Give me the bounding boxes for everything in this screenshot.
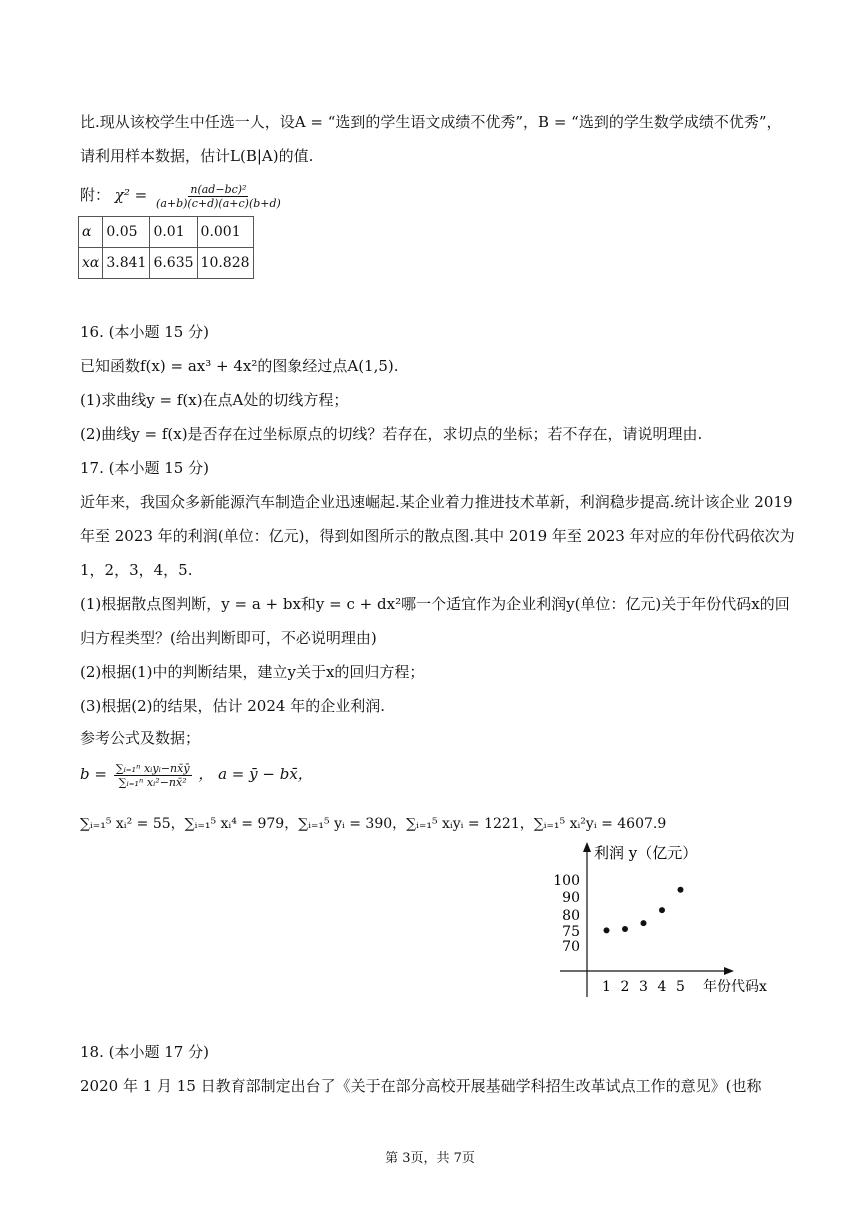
q17-line-8: 参考公式及数据；	[80, 729, 201, 747]
x-tick-label: 1	[602, 979, 611, 995]
q17-line-2: 年至 2023 年的利润(单位：亿元)，得到如图所示的散点图.其中 2019 年至 2023 年对应的年份代码依次为	[80, 527, 795, 545]
chi-square-formula	[80, 180, 285, 210]
data-point	[604, 927, 610, 933]
table-cell: 0.001	[197, 217, 253, 248]
x-tick-label: 3	[639, 979, 648, 995]
page-footer: 第 3页，共 7页	[385, 1151, 475, 1166]
x-tick-label: 4	[657, 979, 667, 995]
data-point	[622, 926, 628, 932]
q16-line-3: (2)曲线y = f(x)是否存在过坐标原点的切线？若存在，求切点的坐标；若不存在，请说明理由.	[80, 425, 703, 443]
table-cell: 3.841	[103, 248, 150, 279]
q17-line-4: (1)根据散点图判断，y = a + bx和y = c + dx²哪一个适宜作为企业利润y(单位：亿元)关于年份代码x的回	[80, 595, 790, 613]
q16-line-2: (1)求曲线y = f(x)在点A处的切线方程；	[80, 391, 349, 409]
y-tick-label: 75	[562, 924, 580, 940]
y-tick-labels	[553, 873, 580, 955]
table-cell: xα	[79, 248, 103, 279]
q17-sums: ∑ᵢ₌₁⁵ xᵢ² = 55，∑ᵢ₌₁⁵ xᵢ⁴ = 979，∑ᵢ₌₁⁵ yᵢ = 390，∑ᵢ₌₁⁵ xᵢyᵢ = 1221，∑ᵢ₌₁⁵ xᵢ²yᵢ = 4607.9	[80, 816, 667, 832]
q18-line-1: 2020 年 1 月 15 日教育部制定出台了《关于在部分高校开展基础学科招生改革试点工作的意见》(也称	[80, 1077, 762, 1095]
y-axis-label: 利润 y（亿元）	[594, 844, 698, 862]
formula-prefix: 附：	[80, 186, 111, 204]
data-point	[678, 887, 684, 893]
q16-heading: 16. (本小题 15 分)	[80, 323, 209, 341]
y-axis-arrow	[583, 842, 591, 852]
table-cell: α	[79, 217, 103, 248]
chi-square-lhs: χ² =	[114, 186, 148, 204]
x-tick-label: 5	[676, 979, 685, 995]
table-row	[79, 248, 254, 279]
y-tick-label: 100	[553, 873, 580, 889]
q16-line-1: 已知函数f(x) = ax³ + 4x²的图象经过点A(1,5).	[80, 357, 399, 375]
y-tick-label: 70	[562, 939, 580, 955]
q17-line-5: 归方程类型？(给出判断即可，不必说明理由)	[80, 629, 377, 647]
critical-value-table	[78, 216, 254, 279]
q17-line-3: 1，2，3，4，5.	[80, 561, 193, 579]
text-line-2: 请利用样本数据，估计L(B|A)的值.	[80, 147, 314, 165]
table-cell: 0.01	[150, 217, 197, 248]
a-formula: ， a = ȳ − bx̄，	[198, 765, 313, 783]
data-point	[659, 907, 665, 913]
scatter-chart	[540, 840, 800, 1010]
table-cell: 6.635	[150, 248, 197, 279]
x-tick-label: 2	[620, 979, 630, 995]
y-tick-label: 90	[562, 890, 580, 906]
table-cell: 0.05	[103, 217, 150, 248]
b-numerator: ∑ᵢ₌₁ⁿ xᵢyᵢ−nx̄ȳ	[115, 761, 190, 775]
q17-line-6: (2)根据(1)中的判断结果，建立y关于x的回归方程；	[80, 663, 425, 681]
chi-square-numerator: n(ad−bc)²	[190, 182, 247, 196]
data-points	[604, 887, 684, 934]
regression-formula	[80, 758, 313, 790]
table-row	[79, 217, 254, 248]
q17-line-7: (3)根据(2)的结果，估计 2024 年的企业利润.	[80, 697, 385, 715]
x-tick-labels	[602, 979, 685, 995]
text-line-1: 比.现从该校学生中任选一人，设A = “选到的学生语文成绩不优秀”，B = “选到的学生数学成绩不优秀”，	[80, 113, 782, 131]
q17-line-1: 近年来，我国众多新能源汽车制造企业迅速崛起.某企业着力推进技术革新，利润稳步提高.统计该企业 2019	[80, 493, 793, 511]
b-denominator: ∑ᵢ₌₁ⁿ xᵢ²−nx̄²	[118, 775, 187, 789]
x-axis-label: 年份代码x	[703, 979, 767, 995]
b-lhs: b =	[80, 765, 107, 783]
chi-square-fraction	[154, 183, 283, 210]
x-axis-arrow	[724, 967, 734, 975]
data-point	[641, 920, 647, 926]
b-fraction	[114, 762, 192, 789]
table-cell: 10.828	[197, 248, 253, 279]
q17-heading: 17. (本小题 15 分)	[80, 459, 209, 477]
y-tick-label: 80	[562, 908, 580, 924]
q18-heading: 18. (本小题 17 分)	[80, 1043, 209, 1061]
chi-square-denominator: (a+b)(c+d)(a+c)(b+d)	[156, 196, 281, 210]
